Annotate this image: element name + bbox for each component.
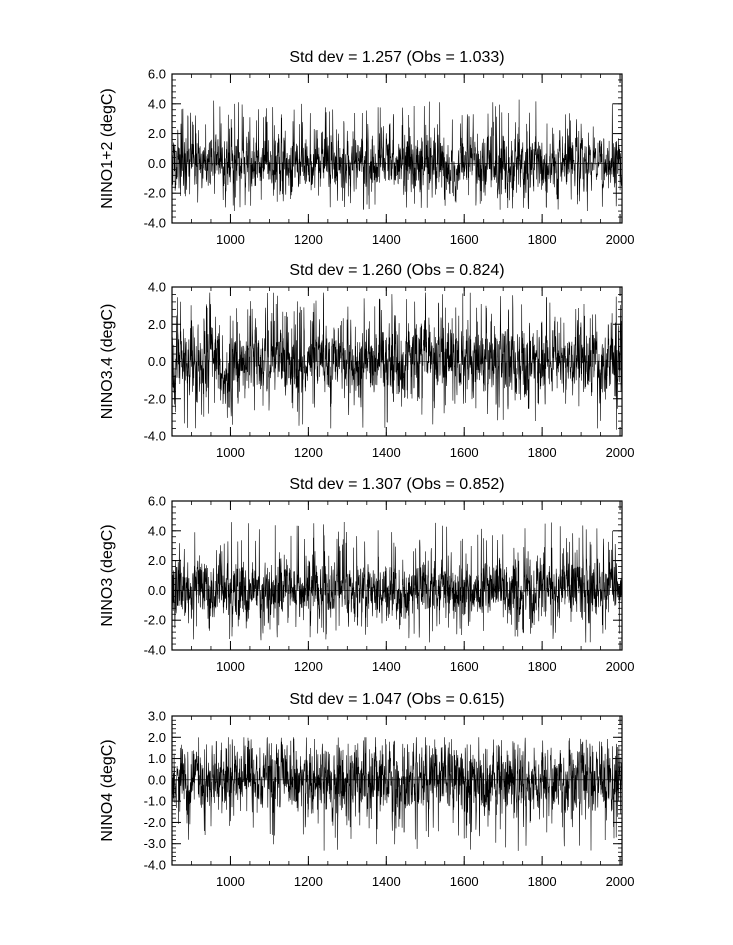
x-tick-label: 1400	[371, 232, 401, 247]
x-tick-label: 1400	[371, 874, 401, 889]
y-tick-label: 2.0	[147, 316, 166, 332]
series-line	[172, 522, 622, 643]
y-tick-label: 0.0	[147, 354, 166, 369]
y-tick-label: 2.0	[147, 729, 166, 745]
series-line	[172, 100, 622, 211]
panels	[99, 49, 635, 889]
y-tick-label: 0.0	[147, 155, 166, 171]
panel-title: Std dev = 1.047 (Obs = 0.615)	[289, 691, 505, 708]
panel-title: Std dev = 1.257 (Obs = 1.033)	[289, 49, 505, 66]
y-tick-label: 4.0	[147, 96, 166, 112]
x-tick-label: 1000	[215, 445, 245, 460]
y-axis-label: NINO1+2 (degC)	[99, 88, 116, 209]
y-tick-label: -1.0	[143, 793, 166, 809]
x-tick-label: 1000	[215, 232, 245, 247]
x-tick-label: 1200	[293, 232, 323, 247]
x-tick-label: 1400	[371, 659, 401, 674]
panel-2	[99, 262, 635, 460]
y-tick-label: -2.0	[143, 391, 166, 407]
panel-4	[99, 691, 635, 889]
y-tick-label: 4.0	[147, 523, 166, 539]
x-tick-label: 1600	[449, 232, 479, 247]
y-tick-label: -4.0	[143, 642, 166, 658]
y-tick-label: -2.0	[143, 814, 166, 830]
panel-title: Std dev = 1.260 (Obs = 0.824)	[289, 262, 505, 279]
x-tick-label: 1200	[293, 874, 323, 889]
y-tick-label: -4.0	[143, 857, 166, 873]
y-tick-label: -2.0	[143, 612, 166, 628]
y-tick-label: 6.0	[147, 493, 166, 509]
y-axis-label: NINO4 (degC)	[99, 739, 116, 842]
y-tick-label: -4.0	[143, 428, 166, 444]
x-tick-label: 1600	[449, 874, 479, 889]
x-tick-label: 2000	[605, 659, 635, 674]
x-tick-label: 1000	[215, 659, 245, 674]
x-tick-label: 1800	[527, 874, 557, 889]
y-tick-label: -2.0	[143, 185, 166, 201]
y-tick-label: 1.0	[147, 751, 166, 767]
panel-3	[99, 476, 635, 674]
x-tick-label: 2000	[605, 232, 635, 247]
y-tick-label: -3.0	[143, 836, 166, 852]
y-axis-label: NINO3 (degC)	[99, 524, 116, 627]
x-tick-label: 1200	[293, 659, 323, 674]
x-tick-label: 1800	[527, 659, 557, 674]
y-tick-label: -4.0	[143, 215, 166, 231]
plot-frame	[172, 74, 622, 223]
x-tick-label: 1800	[527, 232, 557, 247]
x-tick-label: 1600	[449, 659, 479, 674]
y-tick-label: 0.0	[147, 582, 166, 598]
x-tick-label: 1200	[293, 445, 323, 460]
x-tick-label: 1400	[371, 445, 401, 460]
y-tick-label: 3.0	[147, 708, 166, 724]
y-tick-label: 2.0	[147, 553, 166, 569]
x-tick-label: 1800	[527, 445, 557, 460]
y-tick-label: 2.0	[147, 126, 166, 142]
y-tick-label: 6.0	[147, 66, 166, 82]
panel-title: Std dev = 1.307 (Obs = 0.852)	[289, 476, 505, 493]
y-tick-label: 4.0	[147, 279, 166, 295]
series-line	[172, 737, 622, 851]
y-axis-label: NINO3.4 (degC)	[99, 303, 116, 420]
x-tick-label: 2000	[605, 445, 635, 460]
panel-1	[99, 49, 635, 247]
x-tick-label: 2000	[605, 874, 635, 889]
x-tick-label: 1600	[449, 445, 479, 460]
y-tick-label: 0.0	[147, 772, 166, 788]
x-tick-label: 1000	[215, 874, 245, 889]
